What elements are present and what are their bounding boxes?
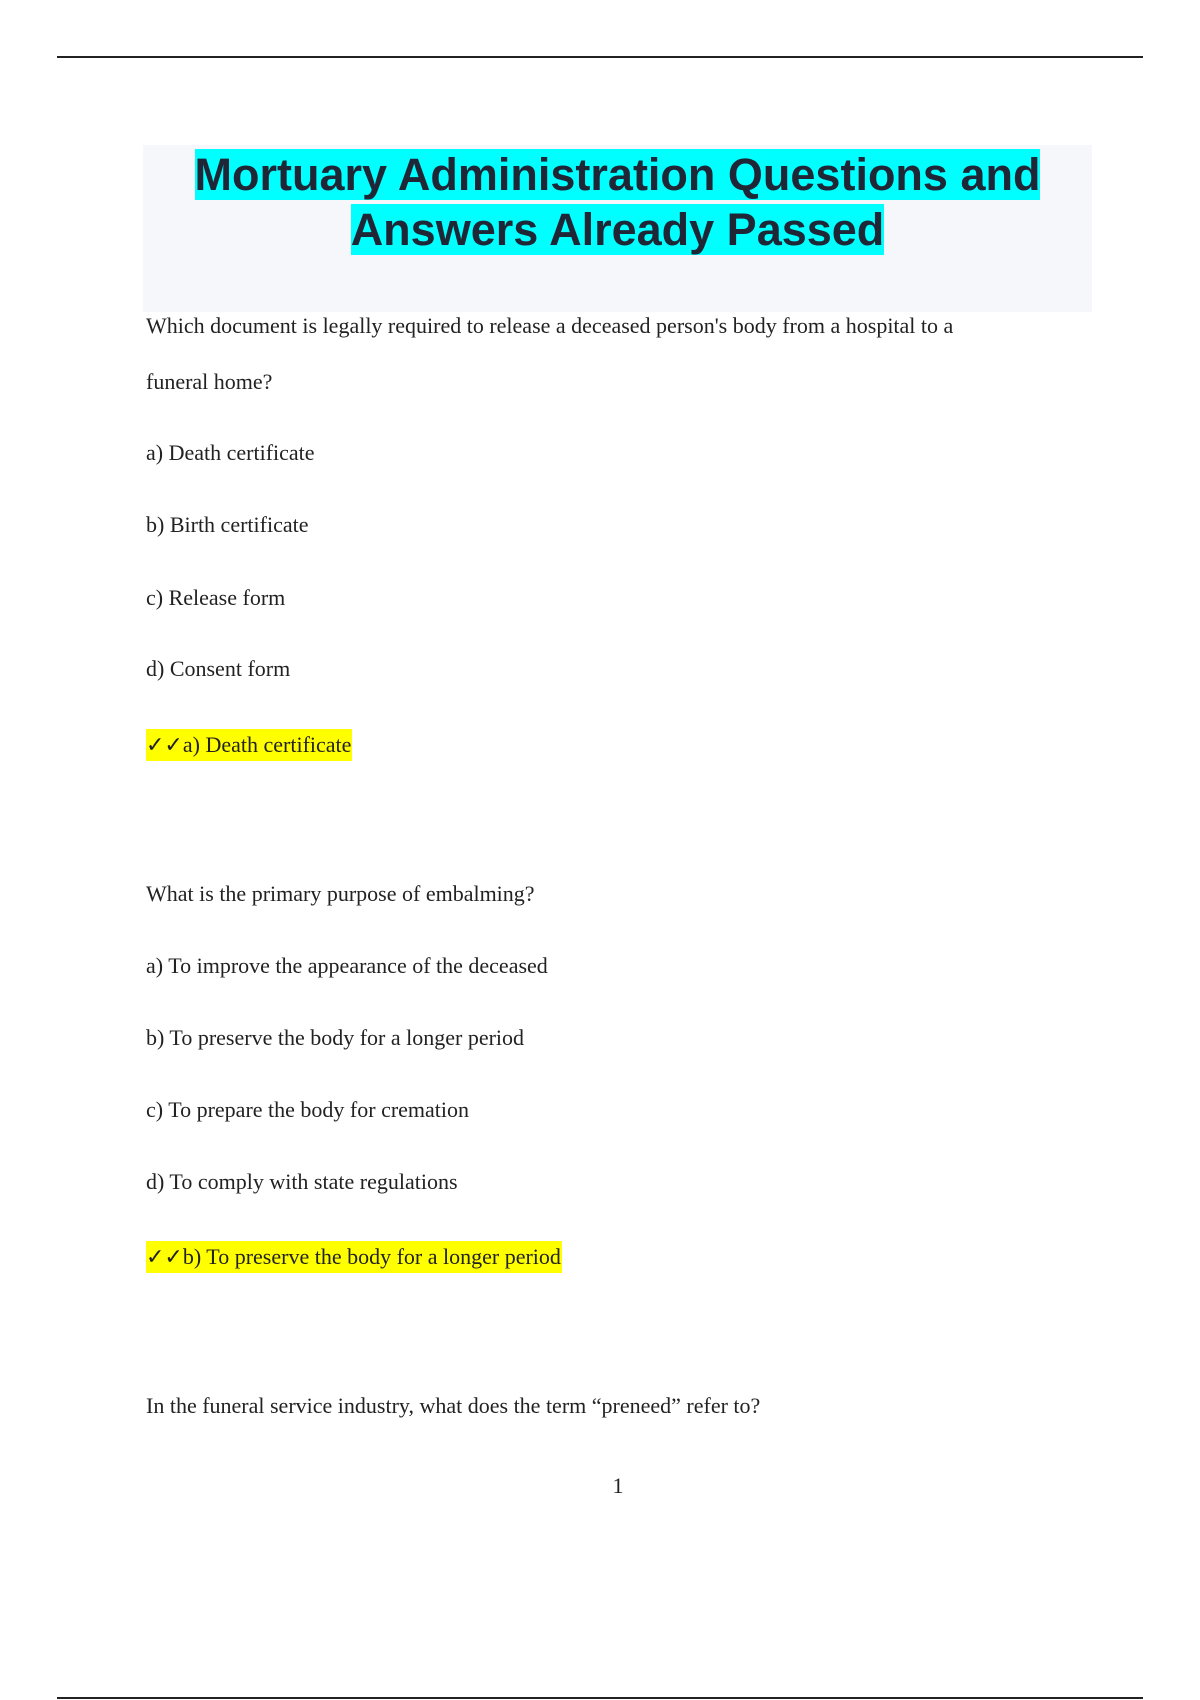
question-1-option-c: c) Release form [146,585,286,610]
question-2-text: What is the primary purpose of embalming? [146,881,535,906]
question-1-option-b: b) Birth certificate [146,512,309,537]
answer-highlight: ✓✓a) Death certificate [146,729,352,761]
page-number: 1 [612,1473,624,1498]
question-2-option-b: b) To preserve the body for a longer period [146,1025,525,1050]
question-3-text: In the funeral service industry, what does the term “preneed” refer to? [146,1393,761,1418]
title-line-2: Answers Already Passed [350,204,885,255]
header-rule [57,56,1143,58]
question-2-option-a: a) To improve the appearance of the deceased [146,953,548,978]
title-block [143,145,1092,312]
title-line-1: Mortuary Administration Questions and [194,149,1041,200]
document-title [143,145,1092,257]
question-2-option-c: c) To prepare the body for cremation [146,1097,470,1122]
footer-rule [57,1697,1143,1699]
question-1-answer [146,731,352,759]
question-1-text-line-1: Which document is legally required to release a deceased person's body from a hospital to a [146,313,954,338]
answer-highlight: ✓✓b) To preserve the body for a longer period [146,1241,562,1273]
question-1-option-a: a) Death certificate [146,440,315,465]
question-1-option-d: d) Consent form [146,656,291,681]
question-2-option-d: d) To comply with state regulations [146,1169,458,1194]
question-2-answer [146,1243,562,1271]
question-1-text-line-2: funeral home? [146,369,273,394]
